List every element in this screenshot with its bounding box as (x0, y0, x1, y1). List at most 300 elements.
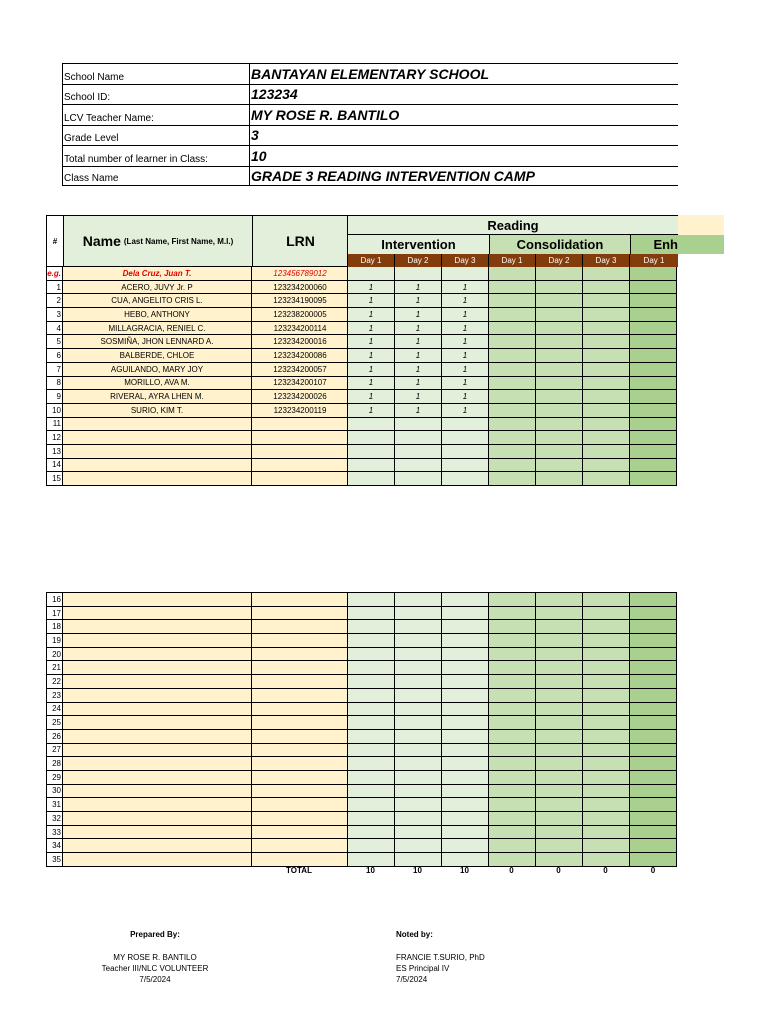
table-row (46, 593, 349, 607)
noted-title: ES Principal IV (396, 964, 450, 973)
learner-lrn (251, 826, 349, 840)
score-row (347, 757, 677, 771)
learner-lrn (251, 661, 349, 675)
score-cell (582, 363, 629, 377)
learner-lrn (251, 703, 349, 717)
learner-name: AGUILANDO, MARY JOY (62, 363, 251, 377)
row-number: 18 (46, 620, 62, 634)
table-row (46, 349, 349, 363)
score-cell (582, 785, 629, 799)
day-header: Day 2 (535, 254, 582, 267)
score-cell (629, 675, 677, 689)
score-cell (535, 661, 582, 675)
score-cell: 1 (394, 363, 441, 377)
score-cell (535, 716, 582, 730)
score-grid-bottom (347, 592, 677, 867)
score-cell: 1 (394, 294, 441, 308)
score-cell (488, 445, 535, 459)
prepared-block (70, 930, 240, 984)
score-cell (488, 377, 535, 391)
score-cell (347, 771, 394, 785)
score-cell (629, 390, 677, 404)
group-consolidation: Consolidation (489, 235, 630, 254)
score-cell (629, 648, 677, 662)
score-cell (535, 418, 582, 432)
score-cell (582, 716, 629, 730)
score-row (347, 839, 677, 853)
learner-name (62, 798, 251, 812)
score-cell (488, 459, 535, 473)
score-cell (488, 826, 535, 840)
table-row (46, 308, 349, 322)
score-cell (394, 716, 441, 730)
info-row-school-name (62, 63, 678, 84)
score-cell (582, 459, 629, 473)
score-cell (347, 853, 394, 867)
score-row (347, 620, 677, 634)
score-cell (488, 418, 535, 432)
row-number: 13 (46, 445, 62, 459)
score-cell (535, 404, 582, 418)
info-value: 123234 (251, 86, 298, 103)
row-number: 26 (46, 730, 62, 744)
prepared-label: Prepared By: (130, 930, 180, 939)
info-label: School Name (62, 64, 250, 84)
score-cell (347, 703, 394, 717)
score-cell (488, 839, 535, 853)
row-number: 8 (46, 377, 62, 391)
row-number: 17 (46, 607, 62, 621)
score-cell (394, 267, 441, 281)
score-cell (394, 703, 441, 717)
score-cell (582, 593, 629, 607)
score-cell (629, 744, 677, 758)
score-cell (629, 853, 677, 867)
score-cell (441, 267, 488, 281)
row-number: 16 (46, 593, 62, 607)
score-cell: 1 (394, 404, 441, 418)
score-cell (629, 322, 677, 336)
score-row (347, 675, 677, 689)
table-row (46, 730, 349, 744)
score-cell (582, 607, 629, 621)
reading-label: Reading (487, 217, 539, 233)
score-cell (582, 661, 629, 675)
score-cell (582, 335, 629, 349)
score-cell: 1 (347, 404, 394, 418)
learner-name (62, 826, 251, 840)
score-row (347, 689, 677, 703)
group-header-row (347, 235, 678, 254)
row-number: 23 (46, 689, 62, 703)
table-row (46, 703, 349, 717)
learner-lrn: 123234200026 (251, 390, 349, 404)
score-row (347, 363, 677, 377)
learner-lrn (251, 648, 349, 662)
score-cell (347, 634, 394, 648)
table-row (46, 839, 349, 853)
score-cell (488, 798, 535, 812)
learner-lrn: 123234200107 (251, 377, 349, 391)
learner-lrn: 123238200005 (251, 308, 349, 322)
score-cell (582, 730, 629, 744)
score-cell (629, 716, 677, 730)
score-cell (629, 404, 677, 418)
score-cell (488, 675, 535, 689)
score-cell (629, 689, 677, 703)
learner-name: HEBO, ANTHONY (62, 308, 251, 322)
score-cell (629, 661, 677, 675)
score-cell (441, 661, 488, 675)
score-cell (629, 634, 677, 648)
score-cell (488, 593, 535, 607)
score-row (347, 785, 677, 799)
learner-name (62, 620, 251, 634)
score-cell (394, 607, 441, 621)
learner-name (62, 744, 251, 758)
score-cell (441, 445, 488, 459)
row-number: 15 (46, 472, 62, 486)
score-cell (394, 853, 441, 867)
score-cell (441, 703, 488, 717)
prepared-date: 7/5/2024 (139, 975, 171, 984)
row-number: 34 (46, 839, 62, 853)
score-cell (347, 620, 394, 634)
score-cell (535, 839, 582, 853)
score-cell (629, 798, 677, 812)
score-cell (488, 648, 535, 662)
score-cell (582, 445, 629, 459)
prepared-title: Teacher III/NLC VOLUNTEER (101, 964, 209, 973)
score-cell (347, 431, 394, 445)
learner-name: CUA, ANGELITO CRIS L. (62, 294, 251, 308)
learner-lrn (251, 744, 349, 758)
score-cell (582, 322, 629, 336)
learner-name: RIVERAL, AYRA LHEN M. (62, 390, 251, 404)
score-cell (629, 771, 677, 785)
score-cell (535, 459, 582, 473)
table-row (46, 812, 349, 826)
learner-lrn (251, 445, 349, 459)
name-header-label: Name (82, 233, 121, 249)
table-row (46, 404, 349, 418)
score-cell (347, 418, 394, 432)
learner-lrn: 123234200060 (251, 281, 349, 295)
row-number: 7 (46, 363, 62, 377)
score-cell (582, 281, 629, 295)
day-header-row (347, 254, 678, 267)
score-cell (488, 308, 535, 322)
row-number: 19 (46, 634, 62, 648)
score-cell: 1 (347, 322, 394, 336)
score-row (347, 593, 677, 607)
score-cell (441, 607, 488, 621)
score-cell (488, 703, 535, 717)
table-row (46, 281, 349, 295)
learner-lrn: 123456789012 (251, 267, 349, 281)
score-cell (629, 472, 677, 486)
row-number: 2 (46, 294, 62, 308)
score-cell: 1 (347, 308, 394, 322)
score-row (347, 744, 677, 758)
score-cell (582, 853, 629, 867)
learner-lrn (251, 853, 349, 867)
group-intervention: Intervention (347, 235, 489, 254)
score-cell (629, 445, 677, 459)
score-cell (488, 620, 535, 634)
score-cell (394, 634, 441, 648)
score-cell (394, 771, 441, 785)
learner-name: ACERO, JUVY Jr. P (62, 281, 251, 295)
score-cell: 1 (441, 322, 488, 336)
score-cell (394, 431, 441, 445)
score-cell (535, 634, 582, 648)
score-row (347, 716, 677, 730)
row-number: 11 (46, 418, 62, 432)
score-cell (347, 798, 394, 812)
learner-lrn (251, 730, 349, 744)
table-row (46, 744, 349, 758)
score-row (347, 826, 677, 840)
info-row-teacher (62, 104, 678, 125)
score-cell (441, 812, 488, 826)
learner-name (62, 771, 251, 785)
score-cell (535, 363, 582, 377)
row-number: 20 (46, 648, 62, 662)
school-info-table (62, 63, 678, 186)
score-row (347, 390, 677, 404)
score-cell (582, 675, 629, 689)
score-cell (582, 431, 629, 445)
score-cell (629, 294, 677, 308)
reading-header (347, 215, 678, 235)
score-cell (488, 757, 535, 771)
table-row (46, 757, 349, 771)
score-cell (535, 294, 582, 308)
score-row (347, 377, 677, 391)
score-cell (535, 771, 582, 785)
row-number: 22 (46, 675, 62, 689)
score-cell: 1 (347, 294, 394, 308)
score-cell (582, 418, 629, 432)
score-cell (347, 267, 394, 281)
score-cell (441, 418, 488, 432)
day-header: Day 1 (629, 254, 678, 267)
score-cell (488, 335, 535, 349)
learner-name (62, 431, 251, 445)
score-cell (535, 798, 582, 812)
day-header: Day 3 (582, 254, 629, 267)
score-cell: 1 (394, 281, 441, 295)
learner-name (62, 675, 251, 689)
score-cell (394, 593, 441, 607)
score-cell (394, 839, 441, 853)
score-cell (488, 853, 535, 867)
score-cell (347, 730, 394, 744)
learner-lrn (251, 716, 349, 730)
learner-name (62, 703, 251, 717)
table-row (46, 459, 349, 473)
score-cell (441, 620, 488, 634)
score-cell (535, 648, 582, 662)
learner-lrn (251, 620, 349, 634)
score-cell (347, 675, 394, 689)
score-cell (441, 839, 488, 853)
total-value: 0 (556, 866, 561, 875)
score-cell: 1 (347, 335, 394, 349)
info-value: 10 (251, 147, 267, 164)
learner-grid-top (46, 267, 349, 486)
learner-lrn (251, 472, 349, 486)
score-cell: 1 (394, 377, 441, 391)
table-row (46, 322, 349, 336)
row-number: 25 (46, 716, 62, 730)
learner-name (62, 459, 251, 473)
score-cell (535, 744, 582, 758)
score-cell (629, 267, 677, 281)
score-cell (629, 812, 677, 826)
learner-name (62, 472, 251, 486)
row-number: 5 (46, 335, 62, 349)
learner-name (62, 839, 251, 853)
score-cell (582, 744, 629, 758)
score-cell: 1 (394, 390, 441, 404)
score-row (347, 661, 677, 675)
table-row (46, 294, 349, 308)
reading-header-ext (678, 215, 724, 235)
total-value: 0 (509, 866, 514, 875)
table-row (46, 675, 349, 689)
score-cell (394, 620, 441, 634)
score-cell (488, 812, 535, 826)
score-cell (488, 431, 535, 445)
table-row (46, 335, 349, 349)
score-cell (441, 757, 488, 771)
score-cell (535, 267, 582, 281)
score-cell: 1 (394, 308, 441, 322)
score-cell (394, 812, 441, 826)
score-row (347, 322, 677, 336)
learner-name (62, 716, 251, 730)
learner-lrn (251, 418, 349, 432)
info-row-learner-count (62, 145, 678, 166)
score-row (347, 771, 677, 785)
score-cell (535, 472, 582, 486)
score-cell (347, 459, 394, 473)
score-cell (441, 853, 488, 867)
score-cell (535, 593, 582, 607)
learner-grid-bottom (46, 592, 349, 867)
score-cell (582, 812, 629, 826)
score-cell (347, 785, 394, 799)
score-row (347, 418, 677, 432)
learner-name: MILLAGRACIA, RENIEL C. (62, 322, 251, 336)
score-row (347, 472, 677, 486)
score-cell (394, 757, 441, 771)
score-cell (347, 689, 394, 703)
score-cell: 1 (347, 363, 394, 377)
score-row (347, 335, 677, 349)
score-cell (535, 335, 582, 349)
lrn-header: LRN (286, 233, 315, 249)
row-number: 4 (46, 322, 62, 336)
learner-lrn (251, 607, 349, 621)
learner-lrn: 123234200119 (251, 404, 349, 418)
score-cell: 1 (441, 308, 488, 322)
score-cell (394, 798, 441, 812)
learner-lrn (251, 839, 349, 853)
score-cell (629, 607, 677, 621)
score-cell (582, 349, 629, 363)
score-cell (347, 839, 394, 853)
score-cell (582, 404, 629, 418)
score-cell (441, 472, 488, 486)
learner-name (62, 812, 251, 826)
score-cell (441, 744, 488, 758)
score-cell (394, 648, 441, 662)
score-row (347, 607, 677, 621)
score-row (347, 648, 677, 662)
score-cell (582, 267, 629, 281)
row-number: 30 (46, 785, 62, 799)
score-cell (629, 730, 677, 744)
learner-lrn (251, 798, 349, 812)
learner-lrn: 123234200086 (251, 349, 349, 363)
score-cell (582, 390, 629, 404)
score-row (347, 853, 677, 867)
table-row (46, 661, 349, 675)
score-cell (535, 620, 582, 634)
day-header: Day 1 (488, 254, 535, 267)
total-value: 0 (603, 866, 608, 875)
learner-name (62, 634, 251, 648)
day-header: Day 2 (394, 254, 441, 267)
score-cell (488, 390, 535, 404)
score-cell (441, 826, 488, 840)
row-number: 12 (46, 431, 62, 445)
row-number: 35 (46, 853, 62, 867)
score-cell (347, 607, 394, 621)
row-number: 31 (46, 798, 62, 812)
score-cell: 1 (394, 349, 441, 363)
score-cell (535, 730, 582, 744)
score-cell (347, 826, 394, 840)
score-cell: 1 (441, 390, 488, 404)
info-value: GRADE 3 READING INTERVENTION CAMP (251, 167, 535, 184)
score-cell (394, 744, 441, 758)
total-value: 10 (413, 866, 422, 875)
learner-name (62, 689, 251, 703)
group-header-ext (678, 235, 724, 254)
score-cell: 1 (441, 281, 488, 295)
score-cell (488, 785, 535, 799)
learner-name: BALBERDE, CHLOE (62, 349, 251, 363)
score-cell (629, 620, 677, 634)
score-cell (582, 757, 629, 771)
score-row (347, 634, 677, 648)
score-cell (629, 757, 677, 771)
score-cell (535, 785, 582, 799)
learner-lrn (251, 459, 349, 473)
day-header: Day 1 (347, 254, 394, 267)
score-cell: 1 (441, 404, 488, 418)
info-value: BANTAYAN ELEMENTARY SCHOOL (251, 65, 490, 82)
score-cell (629, 785, 677, 799)
score-cell (488, 771, 535, 785)
score-cell (394, 445, 441, 459)
info-value: MY ROSE R. BANTILO (251, 106, 400, 123)
total-label: TOTAL (286, 866, 312, 875)
